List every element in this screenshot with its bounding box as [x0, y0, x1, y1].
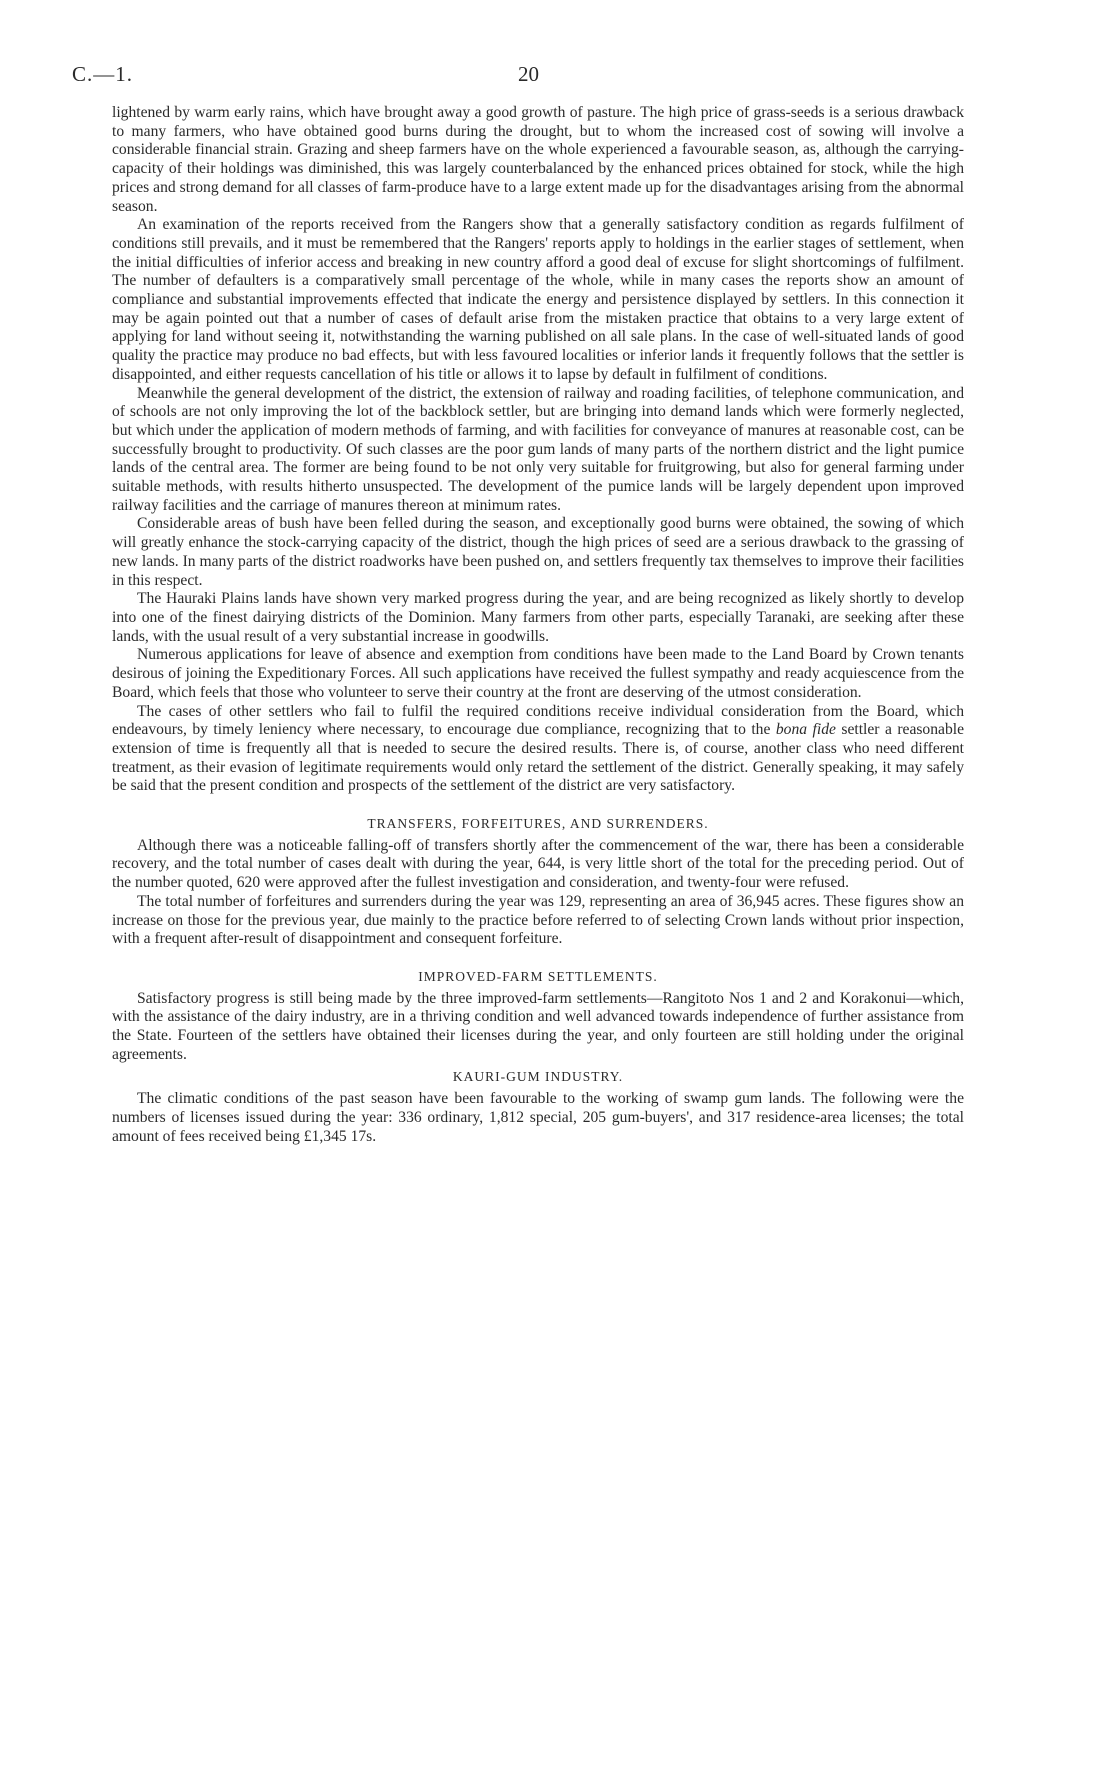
- paragraph: The climatic conditions of the past season have been favourable to the working of swamp gum lands. The following were the numbers of licenses issued during the year: 336 ordinary, 1,812 special, 205 gum-buyers', and 317 residence-area licenses; the total amount of fees received being £1,345 17s.: [112, 1090, 964, 1145]
- paragraph: Numerous applications for leave of absence and exemption from conditions have been made to the Land Board by Crown tenants desirous of joining the Expeditionary Forces. All such applications have received the fullest sympathy and ready acquiescence from the Board, which feels that those who volunteer to serve their country at the front are deserving of the utmost consideration.: [112, 646, 964, 701]
- section-heading-kauri-gum: KAURI-GUM INDUSTRY.: [452, 1069, 624, 1085]
- paragraph: Meanwhile the general development of the district, the extension of railway and roading facilities, of telephone communication, and of schools are not only improving the lot of the backblock settler, but are bringing into demand lands which were formerly neglected, but which under the application of modern methods of farming, and with facilities for conveyance of manures at reasonable cost, can be successfully brought to productivity. Of such classes are the poor gum lands of many parts of the northern district and the light pumice lands of the central area. The former are being found to be not only very suitable for fruitgrowing, but also for general farming under suitable methods, with results hitherto unsuspected. The development of the pumice lands will be largely dependent upon improved railway facilities and the carriage of manures thereon at minimum rates.: [112, 384, 964, 514]
- text-run: settler a reasonable extension of time is frequently all that is needed to secure the desired results. There is, of course, another class who need different treatment, as their evasion of legitimate requirements would only retard the settlement of the district. Generally speaking, it may safely be said that the present condition and prospects of the settlement of the district are very satisfactory.: [112, 721, 964, 795]
- section-heading-improved-farm: IMPROVED-FARM SETTLEMENTS.: [418, 968, 658, 984]
- paragraph: The total number of forfeitures and surrenders during the year was 129, representing an area of 36,945 acres. These figures show an increase on those for the previous year, due mainly to the practice before referred to of selecting Crown lands without prior inspection, with a frequent after-result of disappointment and consequent forfeiture.: [112, 892, 964, 948]
- italic-phrase: bona fide: [775, 721, 836, 739]
- section-heading-transfers: TRANSFERS, FORFEITURES, AND SURRENDERS.: [367, 816, 709, 832]
- document-reference: C.—1.: [72, 62, 134, 86]
- paragraph: Satisfactory progress is still being made by the three improved-farm settlements—Rangitoto Nos 1 and 2 and Korakonui—which, with the assistance of the dairy industry, are in a thriving condition and well advanced towards independence of further assistance from the State. Fourteen of the settlers have obtained their licenses during the year, and only fourteen are still holding under the original agreements.: [112, 989, 964, 1063]
- paragraph: lightened by warm early rains, which have brought away a good growth of pasture. The high price of grass-seeds is a serious drawback to many farmers, who have obtained good burns during the drought, but to whom the increased cost of sowing will involve a considerable financial strain. Grazing and sheep farmers have on the whole experienced a favourable season, as, although the carrying-capacity of their holdings was diminished, this was largely counterbalanced by the enhanced prices obtained for stock, while the high prices and strong demand for all classes of farm-produce have to a large extent made up for the disadvantages arising from the abnormal season.: [112, 104, 964, 215]
- paragraph: Considerable areas of bush have been felled during the season, and exceptionally good burns were obtained, the sowing of which will greatly enhance the stock-carrying capacity of the district, though the high prices of seed are a serious drawback to the grassing of new lands. In many parts of the district roadworks have been pushed on, and settlers frequently tax themselves to improve their facilities in this respect.: [112, 515, 964, 589]
- paragraph-bona-fide: [112, 703, 964, 797]
- page-header: [72, 62, 992, 92]
- paragraph: The Hauraki Plains lands have shown very marked progress during the year, and are being recognized as likely shortly to develop into one of the finest dairying districts of the Dominion. Many farmers from other parts, especially Taranaki, are seeking after these lands, with the usual result of a very substantial increase in goodwills.: [112, 590, 964, 645]
- text-run: The cases of other settlers who fail to fulfil the required conditions receive individual consideration from the Board, which endeavours, by timely leniency where necessary, to encourage due compliance, recognizing that to the: [112, 702, 964, 739]
- page-number: 20: [518, 62, 539, 86]
- paragraph: Although there was a noticeable falling-off of transfers shortly after the commencement of the war, there has been a considerable recovery, and the total number of cases dealt with during the year, 644, is very little short of the total for the preceding period. Out of the number quoted, 620 were approved after the fullest investigation and consideration, and twenty-four were refused.: [112, 836, 964, 892]
- page-body: [112, 104, 964, 1146]
- paragraph: An examination of the reports received from the Rangers show that a generally satisfactory condition as regards fulfilment of conditions still prevails, and it must be remembered that the Rangers' reports apply to holdings in the earlier stages of settlement, when the initial difficulties of inferior access and breaking in new country afford a good deal of excuse for slight shortcomings of fulfilment. The number of defaulters is a comparatively small percentage of the whole, while in many cases the reports show an amount of compliance and substantial improvements effected that indicate the energy and persistence displayed by settlers. In this connection it may be again pointed out that a number of cases of default arise from the mistaken practice that obtains to a very large extent of applying for land without seeing it, notwithstanding the warning published on all sale plans. In the case of well-situated lands of good quality the practice may produce no bad effects, but with less favoured localities or inferior lands it frequently follows that the settler is disappointed, and either requests cancellation of his title or allows it to lapse by default in fulfilment of conditions.: [112, 216, 964, 383]
